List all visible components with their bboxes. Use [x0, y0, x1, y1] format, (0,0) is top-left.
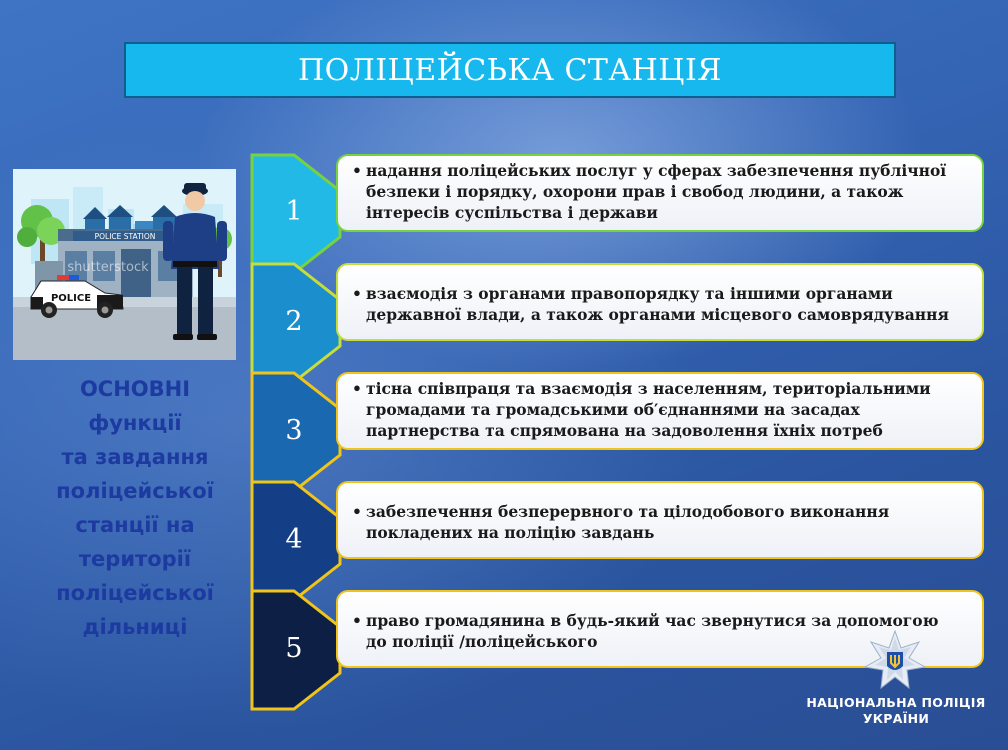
side-heading-line: території — [78, 547, 192, 571]
bullet: • — [352, 379, 362, 398]
bullet: • — [352, 284, 362, 303]
step-2-line: державної влади, а також органами місцевого самоврядування — [366, 305, 949, 324]
step-5-line: до поліції /поліцейського — [366, 632, 598, 651]
police-logo-text — [796, 695, 996, 727]
step-4-card — [336, 481, 984, 559]
step-1-line: надання поліцейських послуг у сферах забезпечення публічної — [366, 161, 947, 180]
bullet: • — [352, 611, 362, 630]
side-heading-line: станції на — [75, 513, 195, 537]
step-3-card — [336, 372, 984, 450]
step-3-line: партнерства та спрямована на задоволення їхніх потреб — [366, 421, 883, 440]
police-star-trident-icon — [864, 630, 926, 692]
car-label: POLICE — [50, 293, 92, 304]
page-title — [124, 42, 896, 98]
side-heading-line: ОСНОВНІ — [79, 377, 191, 401]
side-heading-line: дільниці — [82, 615, 188, 639]
bullet: • — [352, 502, 362, 521]
step-3-number: 3 — [285, 415, 303, 446]
police-station-illustration — [13, 169, 236, 360]
watermark-text: shutterstock — [67, 260, 149, 275]
page-title-text: ПОЛІЦЕЙСЬКА СТАНЦІЯ — [297, 52, 723, 88]
station-sign: POLICE STATION — [94, 232, 156, 241]
side-heading — [40, 372, 230, 644]
step-2-number: 2 — [285, 306, 303, 337]
side-heading-line: поліцейської — [56, 479, 214, 503]
step-5-number: 5 — [285, 633, 303, 664]
step-4-number: 4 — [285, 524, 303, 555]
side-heading-line: та завдання — [61, 445, 209, 469]
step-1-number: 1 — [285, 196, 303, 227]
logo-line-1: НАЦІОНАЛЬНА ПОЛІЦІЯ — [806, 695, 986, 710]
side-heading-line: функції — [88, 411, 182, 435]
step-1-card — [336, 154, 984, 232]
step-5-line: право громадянина в будь-який час звернутися за допомогою — [366, 611, 939, 630]
step-3-line: громадами та громадськими об′єднаннями на засадах — [366, 400, 860, 419]
step-4-line: забезпечення безперервного та цілодобового виконання — [366, 502, 890, 521]
side-heading-line: поліцейської — [56, 581, 214, 605]
logo-line-2: УКРАЇНИ — [862, 711, 930, 726]
step-2-line: взаємодія з органами правопорядку та іншими органами — [366, 284, 893, 303]
bullet: • — [352, 161, 362, 180]
step-3-line: тісна співпраця та взаємодія з населенням, територіальними — [366, 379, 931, 398]
step-1-line: безпеки і порядку, охорони прав і свобод людини, а також — [366, 182, 904, 201]
step-1-line: інтересів суспільства і держави — [366, 203, 658, 222]
step-4-line: покладених на поліцію завдань — [366, 523, 655, 542]
step-2-card — [336, 263, 984, 341]
